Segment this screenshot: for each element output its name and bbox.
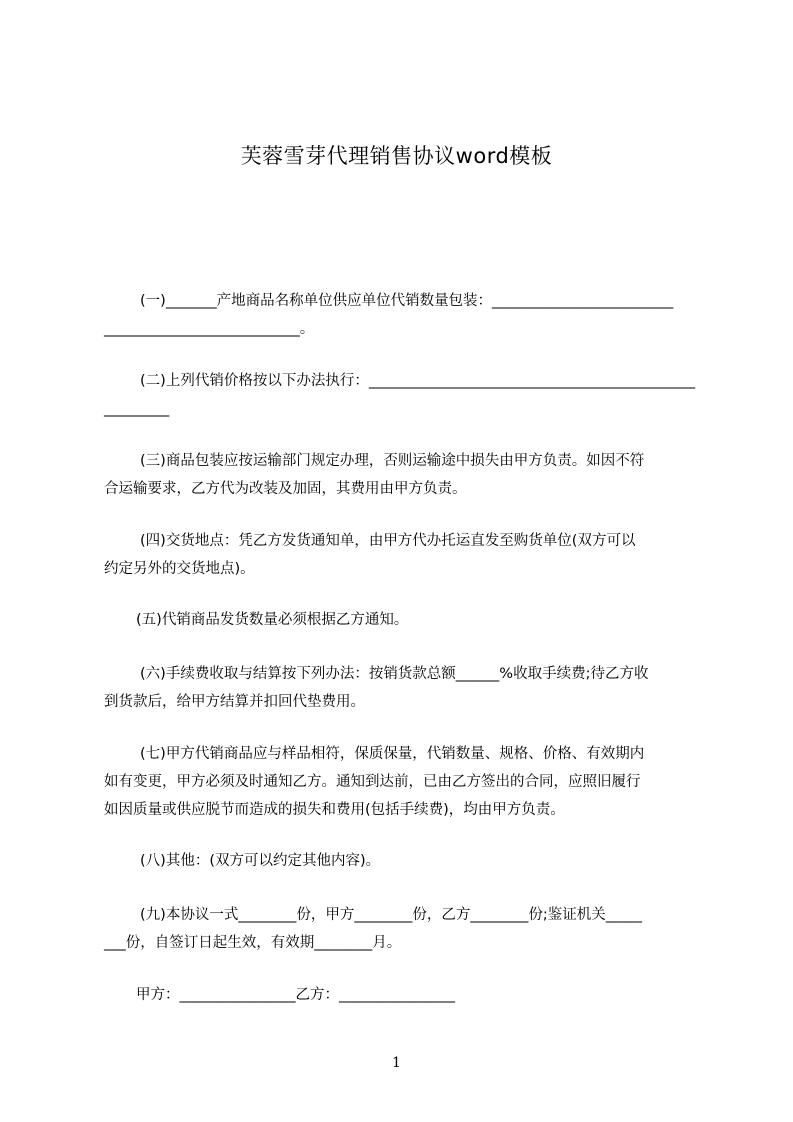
clause-1-line-2: ___________________________。	[104, 321, 315, 337]
document-title: 芙蓉雪芽代理销售协议word模板	[240, 144, 553, 168]
clause-7	[104, 740, 704, 824]
clause-4-line-2: 约定另外的交货地点)。	[104, 561, 255, 577]
clause-2	[104, 367, 704, 423]
page-number: 1	[392, 1055, 401, 1071]
signature-block	[104, 981, 704, 1009]
clause-6-line-1: (六)手续费收取与结算按下列办法：按销货款总额______%收取手续费;待乙方收	[140, 666, 649, 682]
clause-9-line-1: (九)本协议一式________份，甲方________份，乙方________份;鉴证机关_____	[140, 907, 642, 923]
clause-4-line-1: (四)交货地点：凭乙方发货通知单，由甲方代办托运直发至购货单位(双方可以	[140, 533, 636, 549]
clause-3-line-1: (三)商品包装应按运输部门规定办理，否则运输途中损失由甲方负责。如因不符	[140, 453, 645, 469]
clause-7-line-2: 如有变更，甲方必须及时通知乙方。通知到达前，已由乙方签出的合同，应照旧履行	[104, 774, 641, 790]
clause-5-line-1: (五)代销商品发货数量必须根据乙方通知。	[136, 612, 409, 628]
clause-8	[104, 847, 704, 875]
clause-2-line-2: _________	[104, 401, 170, 417]
clause-3	[104, 447, 704, 503]
clause-5	[104, 606, 704, 634]
clause-7-line-1: (七)甲方代销商品应与样品相符，保质保量，代销数量、规格、价格、有效期内	[140, 746, 645, 762]
clause-4	[104, 527, 704, 583]
clause-3-line-2: 合运输要求，乙方代为改装及加固，其费用由甲方负责。	[104, 481, 467, 497]
signature-line: 甲方：________________乙方：________________	[136, 987, 455, 1003]
clause-7-line-3: 如因质量或供应脱节而造成的损失和费用(包括手续费)，均由甲方负责。	[104, 802, 565, 818]
clause-1-line-1: (一)_______产地商品名称单位供应单位代销数量包装：_________________________	[140, 293, 674, 309]
clause-1	[104, 287, 704, 343]
clause-9	[104, 901, 704, 957]
clause-6	[104, 660, 704, 716]
clause-9-line-2: ___份，自签订日起生效，有效期________月。	[104, 935, 402, 951]
clause-8-line-1: (八)其他：(双方可以约定其他内容)。	[140, 853, 381, 869]
clause-6-line-2: 到货款后，给甲方结算并扣回代垫费用。	[104, 694, 365, 710]
clause-2-line-1: (二)上列代销价格按以下办法执行：_____________________________________________	[140, 373, 696, 389]
